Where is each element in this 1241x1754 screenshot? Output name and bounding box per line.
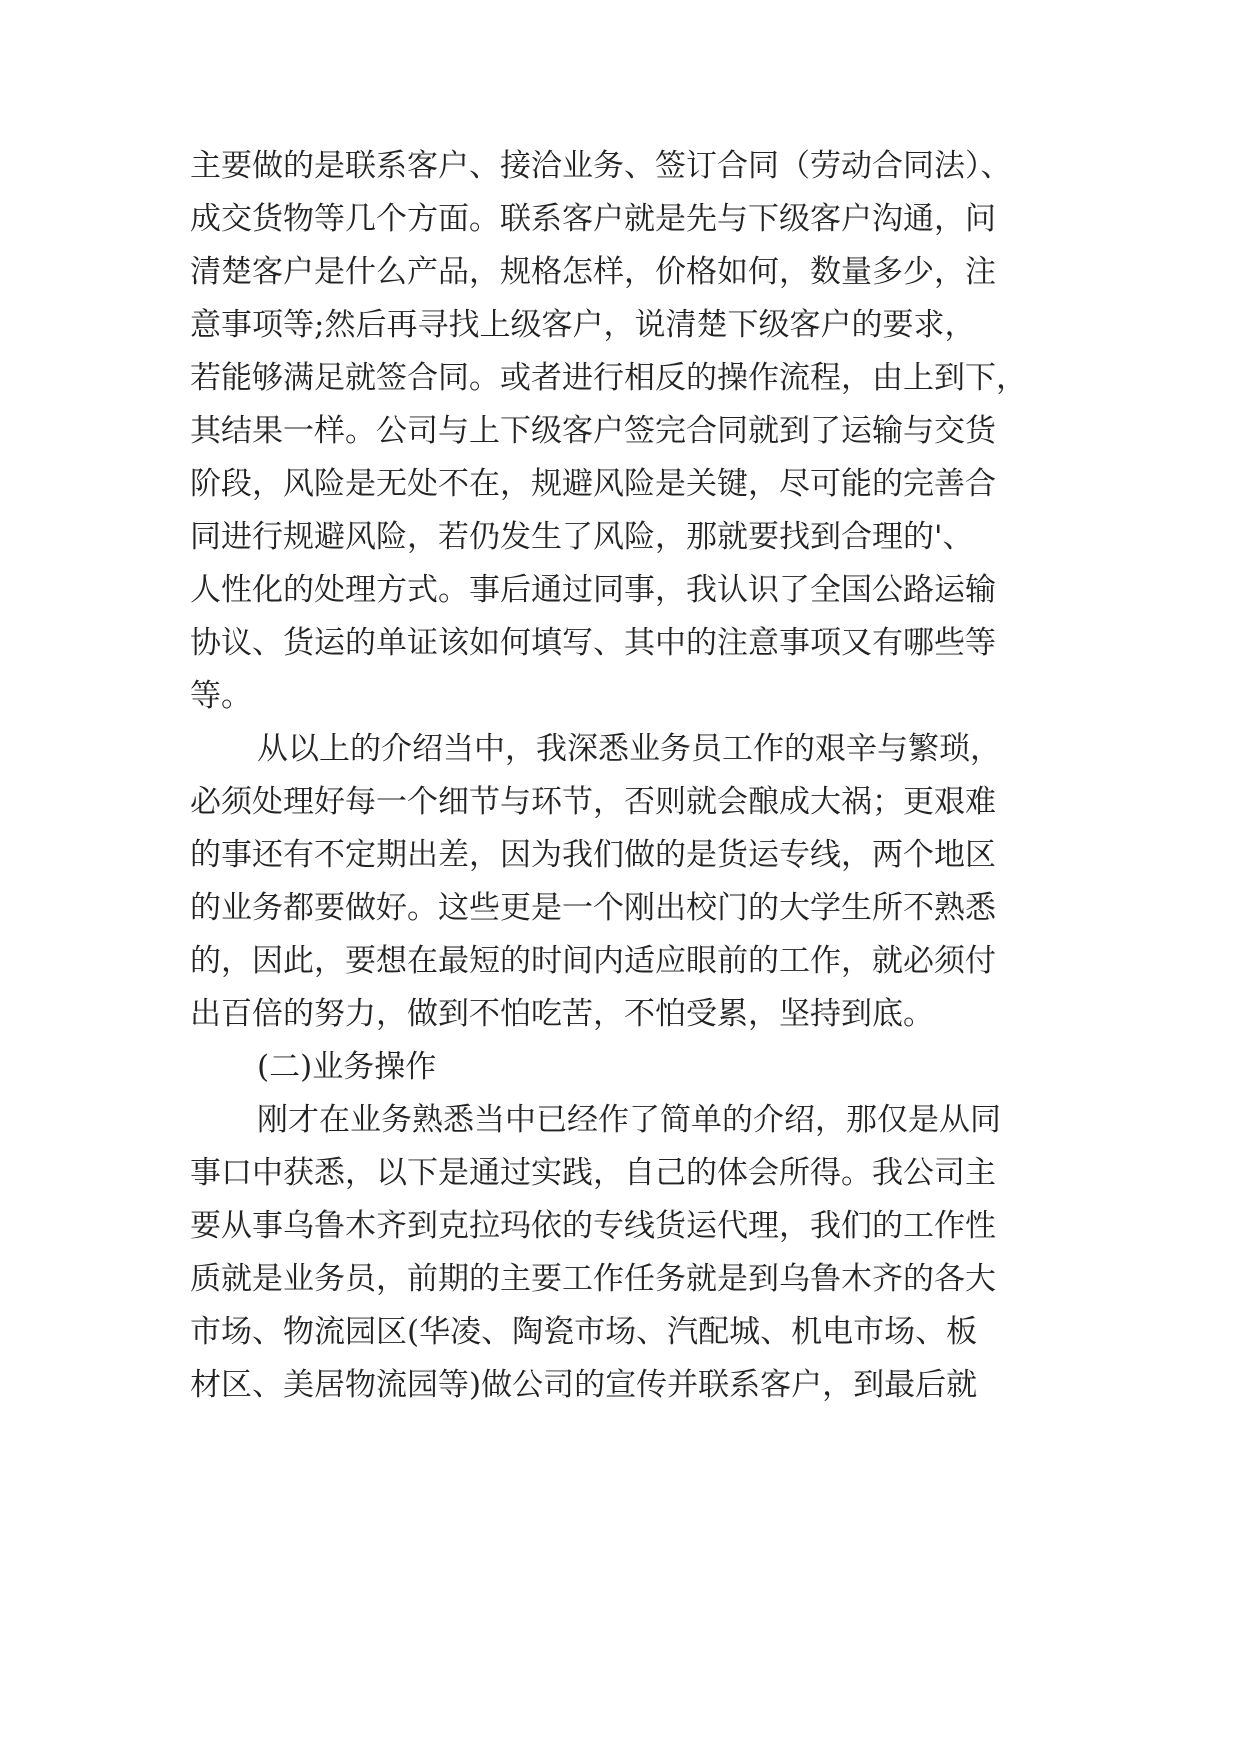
text-line: 质就是业务员，前期的主要工作任务就是到乌鲁木齐的各大 <box>190 1261 996 1297</box>
text-line: 要从事乌鲁木齐到克拉玛依的专线货运代理，我们的工作性 <box>190 1208 996 1244</box>
text-line: 成交货物等几个方面。联系客户就是先与下级客户沟通，问 <box>190 201 996 237</box>
text-line: 事口中获悉，以下是通过实践，自己的体会所得。我公司主 <box>190 1155 996 1191</box>
text-line: 材区、美居物流园等)做公司的宣传并联系客户，到最后就 <box>190 1367 978 1403</box>
text-line: 市场、物流园区(华凌、陶瓷市场、汽配城、机电市场、板 <box>190 1314 978 1350</box>
text-line: 同进行规避风险，若仍发生了风险，那就要找到合理的'、 <box>190 519 974 555</box>
paragraph-first-line: 从以上的介绍当中，我深悉业务员工作的艰辛与繁琐， <box>257 731 1001 767</box>
paragraph-first-line: 刚才在业务熟悉当中已经作了简单的介绍，那仅是从同 <box>257 1102 1001 1138</box>
text-line: 出百倍的努力，做到不怕吃苦，不怕受累，坚持到底。 <box>190 996 934 1032</box>
section-heading: (二)业务操作 <box>257 1049 437 1085</box>
text-line: 必须处理好每一个细节与环节，否则就会酿成大祸；更艰难 <box>190 784 996 820</box>
text-line: 等。 <box>190 678 252 714</box>
text-line: 的，因此，要想在最短的时间内适应眼前的工作，就必须付 <box>190 943 996 979</box>
text-line: 阶段，风险是无处不在，规避风险是关键，尽可能的完善合 <box>190 466 996 502</box>
text-line: 清楚客户是什么产品，规格怎样，价格如何，数量多少，注 <box>190 254 996 290</box>
text-line: 的业务都要做好。这些更是一个刚出校门的大学生所不熟悉 <box>190 890 996 926</box>
text-line: 意事项等;然后再寻找上级客户，说清楚下级客户的要求， <box>190 307 976 343</box>
text-line: 协议、货运的单证该如何填写、其中的注意事项又有哪些等 <box>190 625 996 661</box>
text-line: 若能够满足就签合同。或者进行相反的操作流程，由上到下， <box>190 360 1027 396</box>
text-line: 其结果一样。公司与上下级客户签完合同就到了运输与交货 <box>190 413 996 449</box>
text-line: 人性化的处理方式。事后通过同事，我认识了全国公路运输 <box>190 572 996 608</box>
text-line: 的事还有不定期出差，因为我们做的是货运专线，两个地区 <box>190 837 996 873</box>
text-line: 主要做的是联系客户、接洽业务、签订合同（劳动合同法）、 <box>190 148 1012 184</box>
